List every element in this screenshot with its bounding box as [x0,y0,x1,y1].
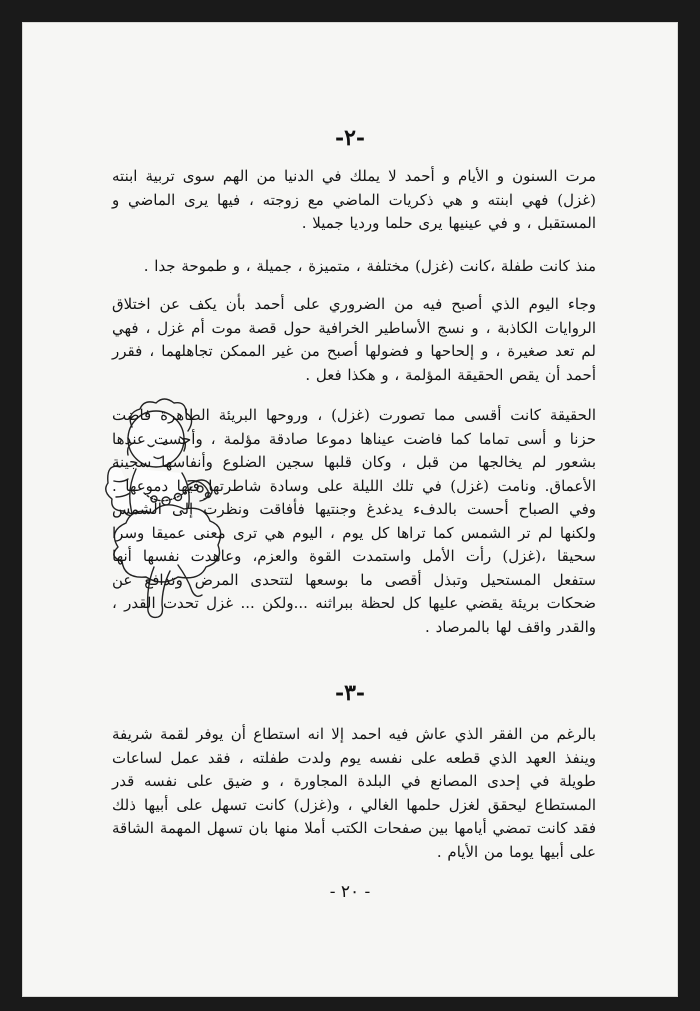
section-3-heading: -٣- [334,680,366,706]
paragraph-1: مرت السنون و الأيام و أحمد لا يملك في الدنيا من الهم سوى تربية ابنته (غزل) فهي ابنته و هي ذكريات الماضي مع زوجته ، فيها يرى الماضي و المستقبل ، و في عينيها يرى حلما ورديا جميلا . [112,167,596,232]
paragraph-3: وجاء اليوم الذي أصبح فيه من الضروري على أحمد بأن يكف عن اختلاق الروايات الكاذبة ، و نسج الأساطير الخرافية حول قصة موت أم غزل ، فهي لم تعد صغيرة ، و إلحاحها و فضولها أصبح من غير الممكن تجاهلهما ، فقرر أحمد أن يقص الحقيقة المؤلمة ، و هكذا فعل . [112,295,596,384]
document-page [22,22,678,997]
page-number: - ٢٠ - [329,882,371,902]
paragraph-5: بالرغم من الفقر الذي عاش فيه احمد إلا انه استطاع أن يوفر لقمة شريفة وينفذ العهد الذي قطعه على نفسه يوم ولدت طفلته ، فقد عمل لساعات طويلة في إحدى المصانع في البلدة المجاورة ، و ضيق على نفسه قدر المستطاع ليحقق لغزل حلمها الغالي ، و(غزل) كانت تسهل على أبيها ذلك فقد كانت تمضي أيامها بين صفحات الكتب أملا منها بان تسهل المهمة الشاقة على أبيها يوما من الأيام . [112,725,596,861]
paragraph-2: منذ كانت طفلة ،كانت (غزل) مختلفة ، متميزة ، جميلة ، و طموحة جدا . [143,257,596,275]
section-2-heading: -٢- [334,125,366,151]
paragraph-4: الحقيقة كانت أقسى مما تصورت (غزل) ، وروحها البريئة الطاهرة فاضت حزنا و أسى تماما كما فاضت عيناها دموعا صادقة مؤلمة ، وأحست عندها بشعور لم يخالجها من قبل ، وكان قلبها سجين الضلوع وأنفاسها سجينة الأعماق. ونامت (غزل) في تلك الليلة على وسادة شاطرتها فيها دموعها . وفي الصباح أحست بالدفء يدغدغ وجنتيها فأفاقت ونظرت إلى الشمس ولكنها لم تر الشمس كما تراها كل يوم ، اليوم هي ترى معنى عميقا وسرا سحيقا ،(غزل) رأت الأمل واستمدت القوة والعزم، وعاهدت نفسها أنها ستفعل المستحيل وتبذل أقصى ما بوسعها لتتحدى المرض وتدافع عن ضحكات بريئة يقضي عليها كل لحظة ببراثنه ...ولكن ... غزل تحدت القدر ، والقدر واقف لها بالمرصاد . [112,406,596,636]
